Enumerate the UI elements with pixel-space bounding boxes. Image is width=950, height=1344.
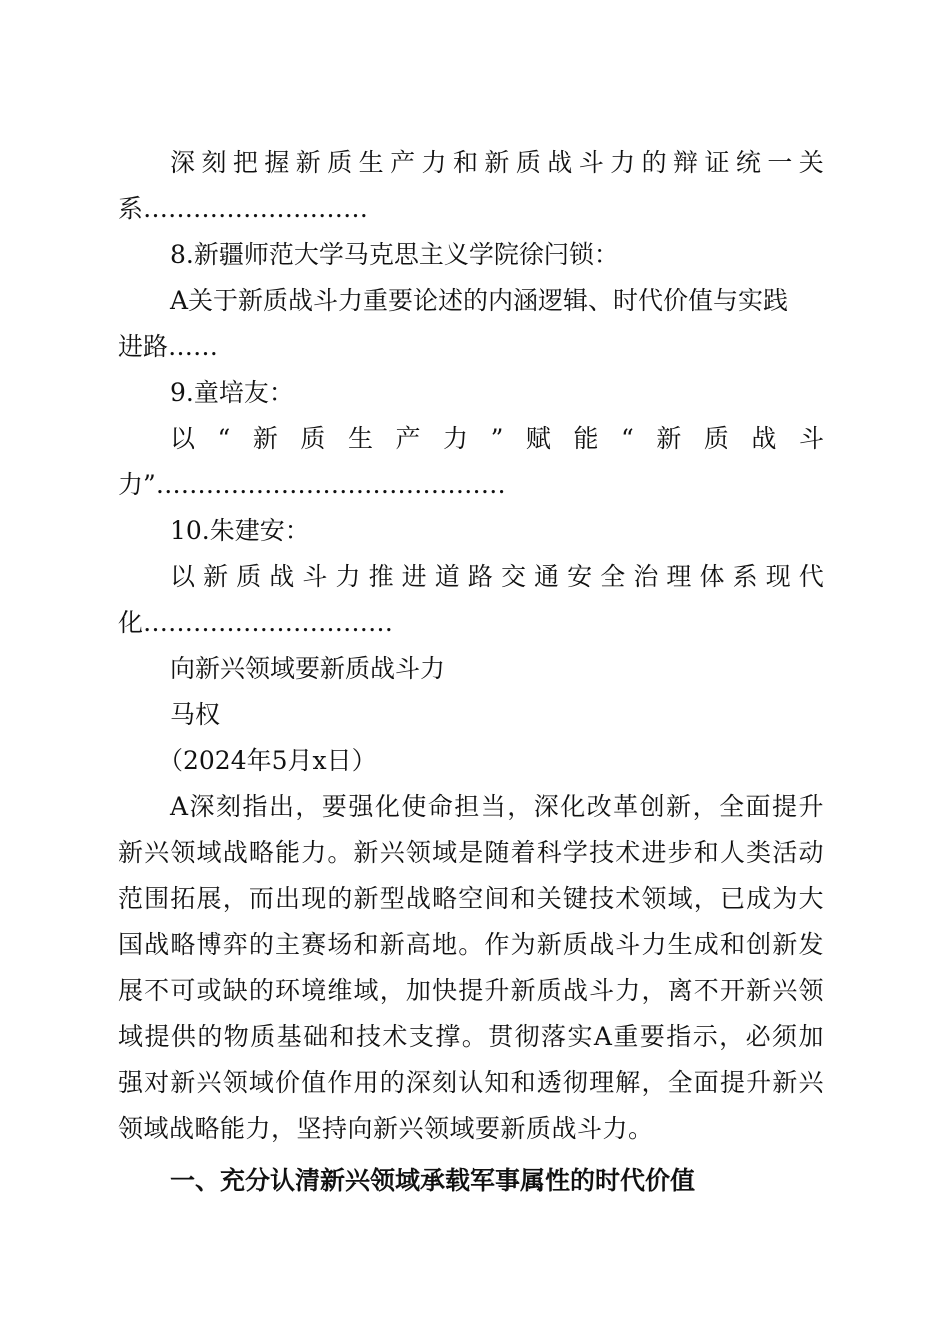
title-char: 新	[295, 148, 321, 177]
title-char: 以	[170, 562, 196, 591]
document-content	[118, 140, 824, 1204]
title-char: 代	[798, 562, 824, 591]
title-char: 新	[656, 424, 682, 453]
title-char: 现	[765, 562, 791, 591]
title-char: 系	[732, 562, 758, 591]
title-char: 产	[390, 148, 416, 177]
section-heading: 一、充分认清新兴领域承载军事属性的时代价值	[170, 1166, 696, 1195]
title-char: 力	[443, 424, 469, 453]
title-char: 的	[641, 148, 667, 177]
title-char: 战	[751, 424, 777, 453]
title-char: 质	[300, 424, 326, 453]
title-char: “	[217, 424, 231, 453]
title-char: 战	[547, 148, 573, 177]
toc-entry-title-line2: 系………………………	[118, 194, 369, 223]
title-char: 理	[666, 562, 692, 591]
title-char: 能	[573, 424, 599, 453]
title-char: 治	[633, 562, 659, 591]
article-body-paragraph: A深刻指出，要强化使命担当，深化改革创新，全面提升新兴领域战略能力。新兴领域是随着科学技术进步和人类活动范围拓展，而出现的新型战略空间和关键技术领域，已成为大国战略博弈的主赛场和新高地。作为新质战斗力生成和创新发展不可或缺的环境维域，加快提升新质战斗力，离不开新兴领域提供的物质基础和技术支撑。贯彻落实A重要指示，必须加强对新兴领域价值作用的深刻认知和透彻理解，全面提升新兴领域战略能力，坚持向新兴领域要新质战斗力。	[118, 792, 824, 1143]
title-char: 进	[401, 562, 427, 591]
title-char: 斗	[578, 148, 604, 177]
title-char: 推	[368, 562, 394, 591]
title-char: 力	[335, 562, 361, 591]
toc-entry-title-line1: A关于新质战斗力重要论述的内涵逻辑、时代价值与实践	[170, 286, 789, 315]
title-char: 斗	[798, 424, 824, 453]
title-char: 通	[534, 562, 560, 591]
title-char: 握	[264, 148, 290, 177]
toc-entry-title-line2: 化…………………………	[118, 608, 394, 637]
title-char: 交	[500, 562, 526, 591]
title-char: 全	[600, 562, 626, 591]
title-char: 统	[735, 148, 761, 177]
toc-entry-title-line1	[118, 140, 824, 186]
toc-entry-title-line1	[118, 416, 824, 462]
title-char: 关	[798, 148, 824, 177]
title-char: 和	[452, 148, 478, 177]
title-char: 新	[252, 424, 278, 453]
title-char: 斗	[302, 562, 328, 591]
title-char: 一	[767, 148, 793, 177]
article-date: （2024年5月x日）	[158, 746, 377, 775]
title-char: 力	[421, 148, 447, 177]
title-char: 深	[170, 148, 196, 177]
title-char: 辩	[673, 148, 699, 177]
title-char: ”	[490, 424, 504, 453]
title-char: 新	[484, 148, 510, 177]
toc-entry-author: 8.新疆师范大学马克思主义学院徐闩锁：	[170, 240, 619, 269]
article-author: 马权	[170, 700, 221, 729]
title-char: 力	[610, 148, 636, 177]
title-char: 刻	[201, 148, 227, 177]
toc-entry-author: 10.朱建安：	[170, 516, 310, 545]
title-char: 新	[203, 562, 229, 591]
toc-entry-title-line2: 力”……………………………………	[118, 470, 506, 499]
title-char: 赋	[525, 424, 551, 453]
title-char: 路	[467, 562, 493, 591]
title-char: 安	[567, 562, 593, 591]
title-char: 生	[358, 148, 384, 177]
title-char: 体	[699, 562, 725, 591]
title-char: 把	[232, 148, 258, 177]
title-char: 质	[327, 148, 353, 177]
title-char: 质	[703, 424, 729, 453]
title-char: 证	[704, 148, 730, 177]
title-char: 产	[395, 424, 421, 453]
toc-entry-title-line2: 进路……	[118, 332, 219, 361]
title-char: 以	[170, 424, 196, 453]
title-char: “	[621, 424, 634, 453]
title-char: 质	[515, 148, 541, 177]
title-char: 道	[434, 562, 460, 591]
title-char: 战	[269, 562, 295, 591]
article-title: 向新兴领域要新质战斗力	[170, 654, 446, 683]
title-char: 质	[236, 562, 262, 591]
toc-entry-author: 9.童培友：	[170, 378, 294, 407]
title-char: 生	[347, 424, 373, 453]
toc-entry-title-line1	[118, 554, 824, 600]
